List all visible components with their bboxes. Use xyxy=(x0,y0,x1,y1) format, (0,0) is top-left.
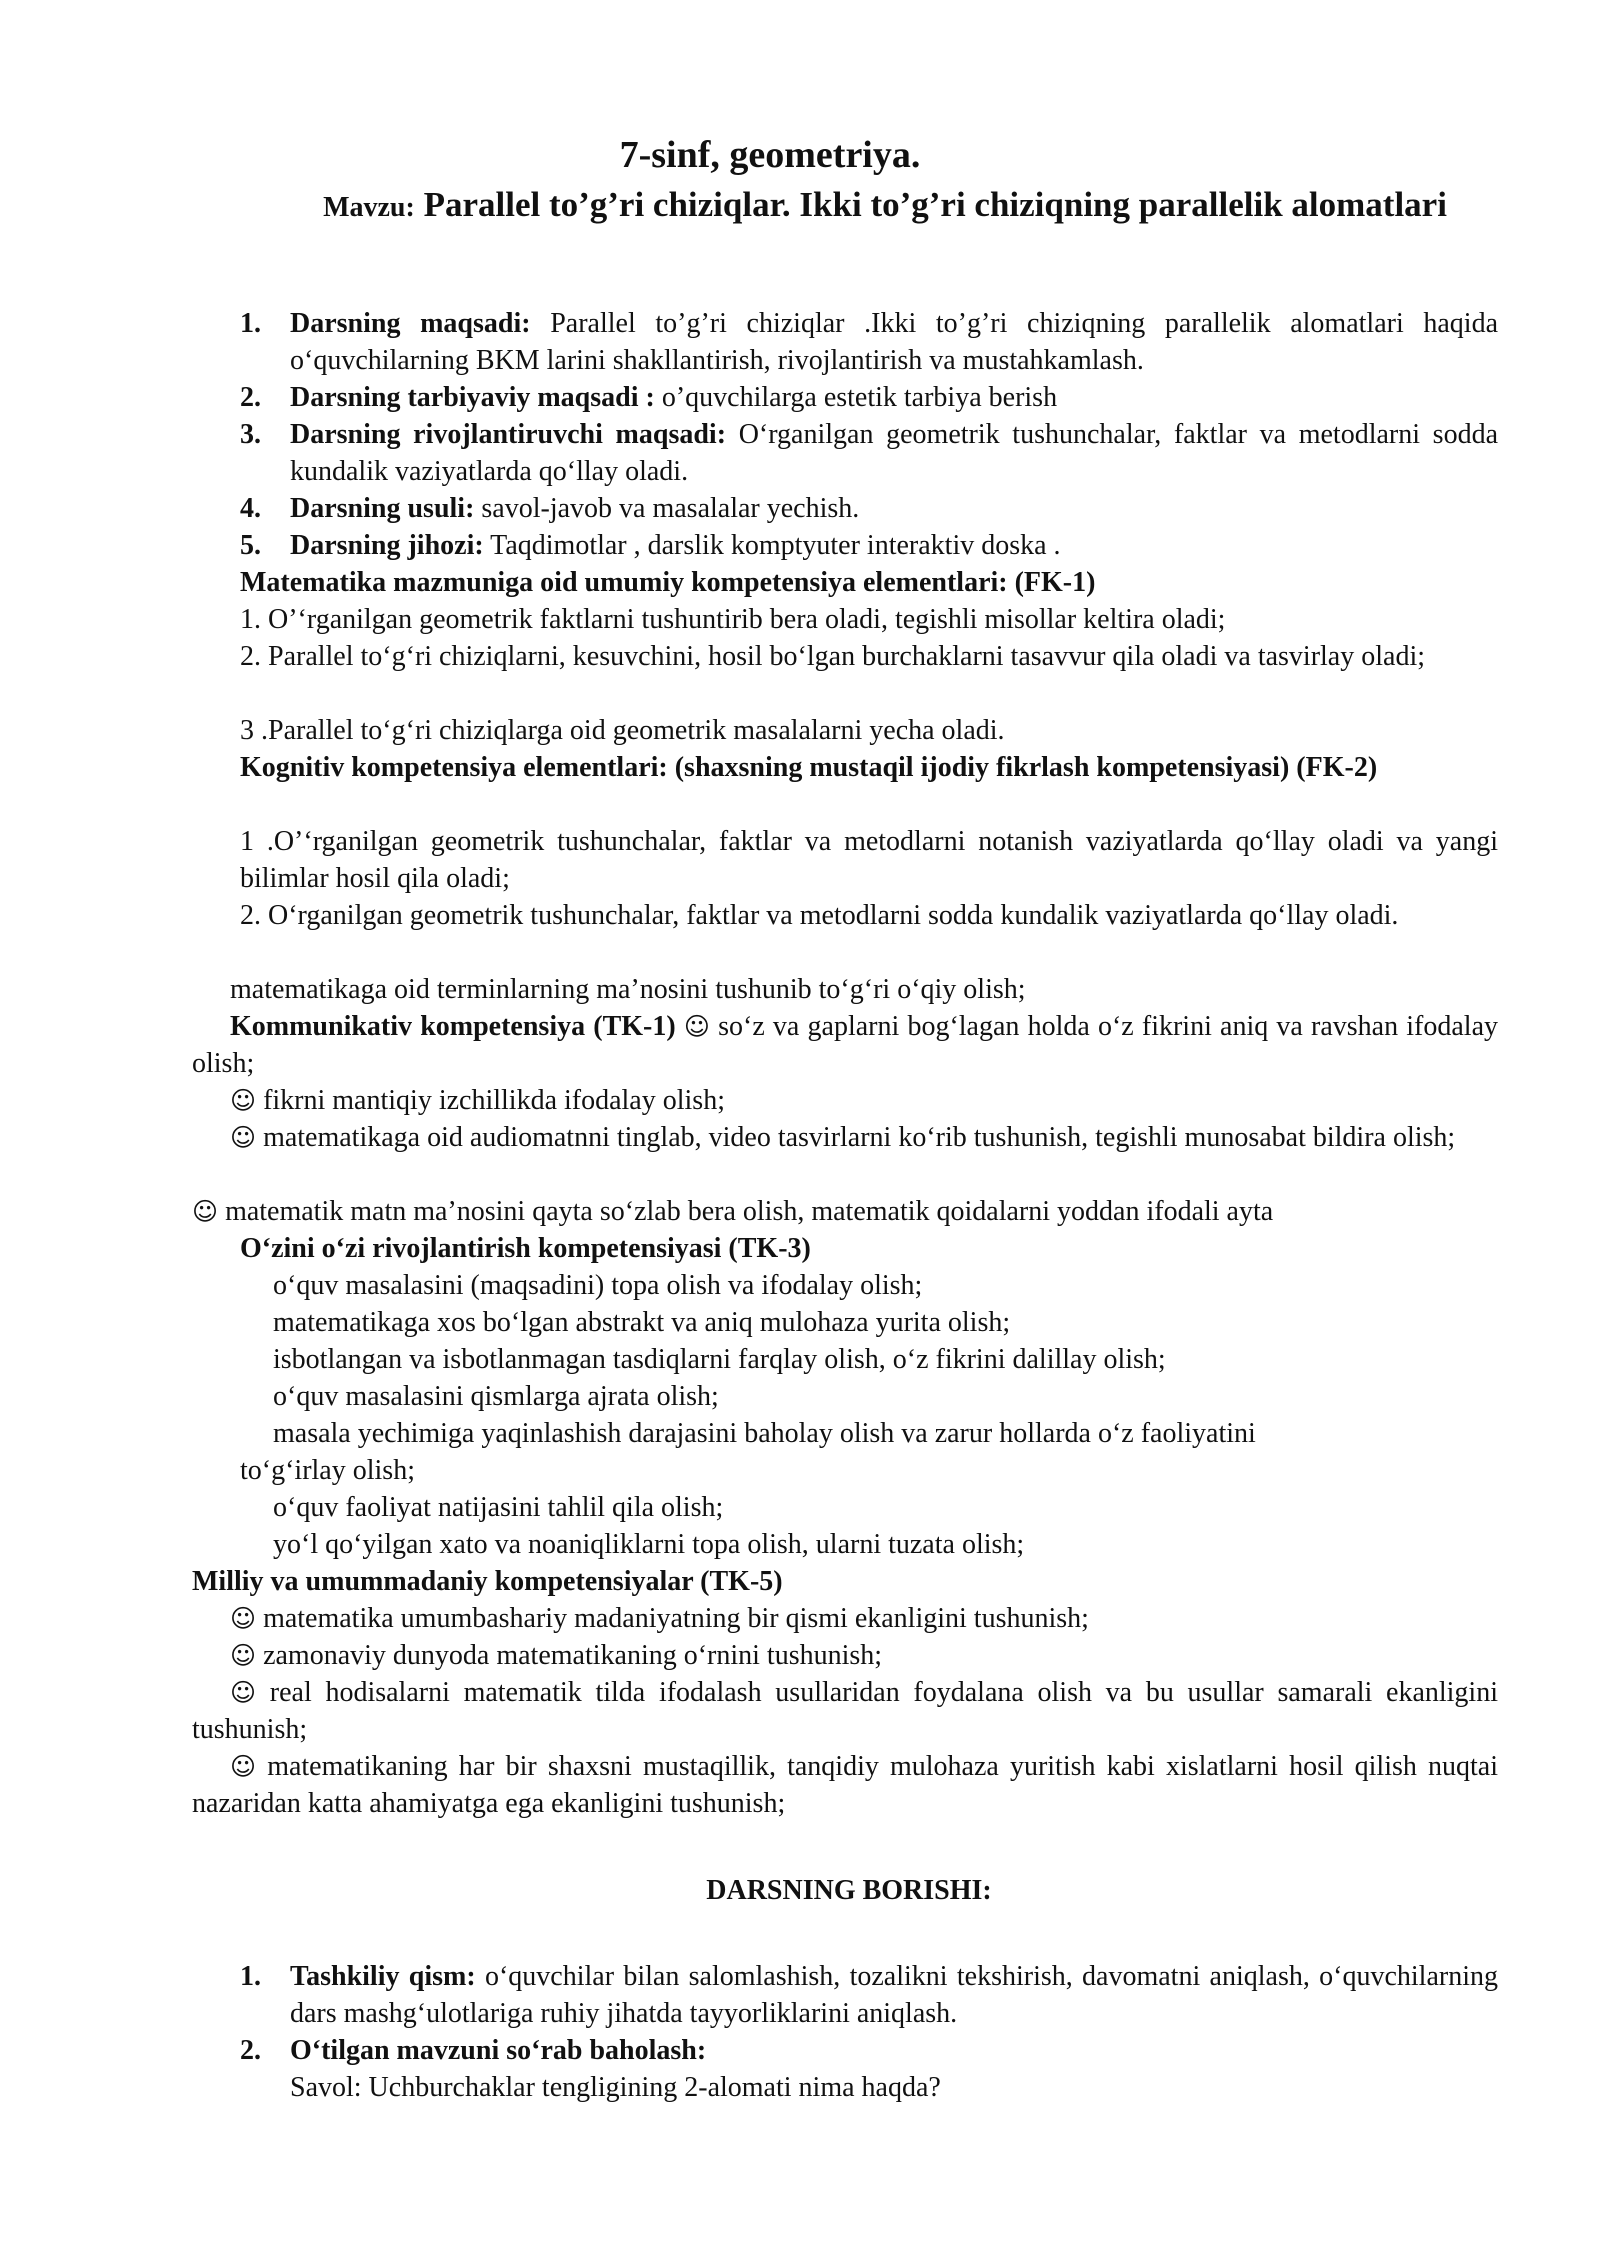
smiley-icon: ☺ xyxy=(230,1641,257,1670)
tk3-item-5-cont: to‘g‘irlay olish; xyxy=(240,1455,415,1486)
smiley-icon: ☺ xyxy=(230,1123,257,1152)
smiley-icon: ☺ xyxy=(230,1604,257,1633)
goal-item-4: 4. Darsning usuli: savol-javob va masalalar yechish. xyxy=(240,493,860,524)
tk1-heading: Kommunikativ kompetensiya (TK-1) xyxy=(230,1011,676,1042)
fk2-item-1: 1 .O’‘rganilgan geometrik tushunchalar, faktlar va metodlarni notanish vaziyatlarda qo‘llay oladi va yangi bilimlar hosil qila oladi; xyxy=(240,826,1498,894)
step-item-2: 2. O‘tilgan mavzuni so‘rab baholash: xyxy=(240,2035,707,2066)
smiley-icon: ☺ xyxy=(230,1678,257,1707)
fk2-item-2: 2. O‘rganilgan geometrik tushunchalar, faktlar va metodlarni sodda kundalik vaziyatlarda qo‘llay oladi. xyxy=(240,900,1399,931)
smiley-icon: ☺ xyxy=(230,1086,257,1115)
smiley-icon: ☺ xyxy=(683,1012,710,1041)
topic-label: Mavzu: xyxy=(323,192,415,223)
tk3-item-6: o‘quv faoliyat natijasini tahlil qila olish; xyxy=(273,1492,724,1523)
tk3-heading: O‘zini o‘zi rivojlantirish kompetensiyasi (TK-3) xyxy=(240,1233,811,1264)
goal-item-2: 2. Darsning tarbiyaviy maqsadi : o’quvchilarga estetik tarbiya berish xyxy=(240,382,1058,413)
fk1-item-1: 1. O’‘rganilgan geometrik faktlarni tushuntirib bera oladi, tegishli misollar keltira oladi; xyxy=(240,604,1226,635)
savol-text: Savol: Uchburchaklar tengligining 2-alomati nima haqda? xyxy=(290,2072,941,2103)
tk1-item-1: ☺ fikrni mantiqiy izchillikda ifodalay olish; xyxy=(230,1085,725,1116)
smiley-icon: ☺ xyxy=(192,1197,219,1226)
fk1-heading: Matematika mazmuniga oid umumiy kompetensiya elementlari: (FK-1) xyxy=(240,567,1096,598)
tk3-item-3: isbotlangan va isbotlanmagan tasdiqlarni farqlay olish, o‘z fikrini dalillay olish; xyxy=(273,1344,1166,1375)
smiley-icon: ☺ xyxy=(230,1752,257,1781)
tk3-item-5: masala yechimiga yaqinlashish darajasini baholay olish va zarur hollarda o‘z faoliyatini xyxy=(273,1418,1256,1449)
tk3-item-2: matematikaga xos bo‘lgan abstrakt va aniq mulohaza yurita olish; xyxy=(273,1307,1011,1338)
borishi-heading: DARSNING BORISHI: xyxy=(706,1875,992,1906)
fk2-heading: Kognitiv kompetensiya elementlari: (shaxsning mustaqil ijodiy fikrlash kompetensiyasi) (FK-2) xyxy=(240,752,1378,783)
lesson-topic xyxy=(310,182,1460,230)
page-title: 7-sinf, geometriya. xyxy=(619,134,921,176)
tk1-first-line: Kommunikativ kompetensiya (TK-1) ☺ so‘z va gaplarni bog‘lagan holda o‘z fikrini aniq va ravshan ifodalay olish; xyxy=(192,1011,1498,1079)
tk5-item-1: ☺ matematika umumbashariy madaniyatning bir qismi ekanligini tushunish; xyxy=(230,1603,1089,1634)
tk1-item-2: ☺ matematikaga oid audiomatnni tinglab, video tasvirlarni ko‘rib tushunish, tegishli munosabat bildira olish; xyxy=(230,1122,1456,1153)
fk1-item-3: 3 .Parallel to‘g‘ri chiziqlarga oid geometrik masalalarni yecha oladi. xyxy=(240,715,1005,746)
tk3-item-7: yo‘l qo‘yilgan xato va noaniqliklarni topa olish, ularni tuzata olish; xyxy=(273,1529,1025,1560)
tk5-item-3: ☺ real hodisalarni matematik tilda ifodalash usullaridan foydalana olish va bu usullar samarali ekanligini tushunish; xyxy=(192,1677,1498,1745)
tk3-item-1: o‘quv masalasini (maqsadini) topa olish va ifodalay olish; xyxy=(273,1270,923,1301)
topic-text: Parallel to’g’ri chiziqlar. Ikki to’g’ri chiziqning parallelik alomatlari xyxy=(423,185,1447,224)
fk1-item-2: 2. Parallel to‘g‘ri chiziqlarni, kesuvchini, hosil bo‘lgan burchaklarni tasavvur qila oladi va tasvirlay oladi; xyxy=(240,641,1425,672)
step-item-1: 1. Tashkiliy qism: o‘quvchilar bilan salomlashish, tozalikni tekshirish, davomatni aniqlash, o‘quvchilarning dars mashg‘ulotlariga ruhiy jihatda tayyorliklarini aniqlash. xyxy=(240,1961,1498,2029)
tk5-heading: Milliy va umummadaniy kompetensiyalar (TK-5) xyxy=(192,1566,783,1597)
goal-item-5: 5. Darsning jihozi: Taqdimotlar , darslik komptyuter interaktiv doska . xyxy=(240,530,1061,561)
tk5-item-2: ☺ zamonaviy dunyoda matematikaning o‘rnini tushunish; xyxy=(230,1640,883,1671)
tk3-item-4: o‘quv masalasini qismlarga ajrata olish; xyxy=(273,1381,719,1412)
goal-item-1: 1. Darsning maqsadi: Parallel to’g’ri chiziqlar .Ikki to’g’ri chiziqning parallelik alomatlari haqida o‘quvchilarning BKM larini shakllantirish, rivojlantirish va mustahkamlash. xyxy=(240,308,1499,376)
goal-item-3: 3. Darsning rivojlantiruvchi maqsadi: O‘rganilgan geometrik tushunchalar, faktlar va metodlarni sodda kundalik vaziyatlarda qo‘llay oladi. xyxy=(240,419,1498,487)
tk5-item-4: ☺ matematikaning har bir shaxsni mustaqillik, tanqidiy mulohaza yuritish kabi xislatlarni hosil qilish nuqtai nazaridan katta ahamiyatga ega ekanligini tushunish; xyxy=(192,1751,1498,1819)
tk1-item-3: ☺ matematik matn ma’nosini qayta so‘zlab bera olish, matematik qoidalarni yoddan ifodali ayta xyxy=(192,1196,1274,1227)
fk2-extra: matematikaga oid terminlarning ma’nosini tushunib to‘g‘ri o‘qiy olish; xyxy=(230,974,1026,1005)
